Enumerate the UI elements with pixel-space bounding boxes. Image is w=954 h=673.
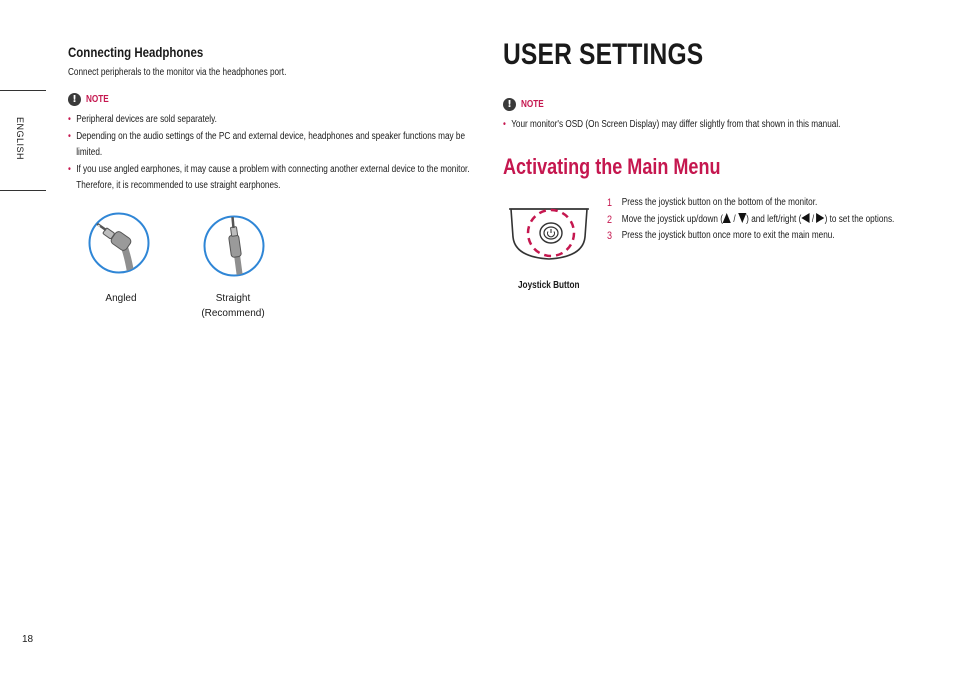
- exclamation-circle-icon: !: [68, 93, 81, 106]
- triangle-left-icon: [801, 213, 809, 223]
- angled-caption: Angled: [105, 293, 137, 304]
- steps-list: [607, 195, 901, 245]
- side-rule-bottom: [0, 190, 46, 191]
- note-item: • Peripheral devices are sold separately.: [68, 112, 470, 129]
- language-label: ENGLISH: [15, 117, 25, 161]
- step-text: Press the joystick button once more to exit the main menu.: [621, 230, 835, 241]
- exclamation-circle-icon: !: [503, 98, 516, 111]
- straight-caption-line2: (Recommend): [201, 308, 265, 319]
- note-item: • Your monitor's OSD (On Screen Display) may differ slightly from that shown in this manual.: [503, 117, 840, 134]
- joystick-illustration: [507, 203, 591, 263]
- section-title: Activating the Main Menu: [503, 154, 721, 179]
- page-number: 18: [22, 634, 34, 645]
- step-item: [607, 195, 901, 212]
- note-label: NOTE: [521, 99, 544, 110]
- page-title: USER SETTINGS: [503, 38, 704, 71]
- straight-caption-line1: Straight: [215, 293, 251, 304]
- step-text-part: ) to set the options.: [824, 213, 895, 225]
- step-text-part: Move the joystick up/down (: [621, 213, 723, 225]
- note-header-left: [68, 93, 114, 106]
- note-list-right: [503, 117, 840, 134]
- step-text: [622, 212, 901, 229]
- step-item: [607, 228, 901, 245]
- step-text-sep: /: [809, 213, 817, 225]
- straight-caption: [193, 291, 273, 321]
- straight-plug-illustration: [203, 215, 265, 277]
- step-item: [607, 212, 901, 229]
- note-list-left: [68, 112, 470, 195]
- triangle-down-icon: [738, 213, 746, 223]
- note-label: NOTE: [86, 94, 109, 105]
- connecting-headphones-heading: Connecting Headphones: [68, 44, 204, 60]
- note-item: • If you use angled earphones, it may cause a problem with connecting another external device to the monitor. Therefore, it is recommended to use straight earphones.: [68, 162, 470, 195]
- joystick-caption: Joystick Button: [518, 280, 580, 291]
- step-number: 1: [607, 197, 613, 209]
- note-item: • Depending on the audio settings of the PC and external device, headphones and speaker functions may be limited.: [68, 129, 470, 162]
- side-rule-top: [0, 90, 46, 91]
- headphones-intro: Connect peripherals to the monitor via the headphones port.: [68, 67, 287, 78]
- note-header-right: [503, 98, 549, 111]
- step-number: 3: [607, 230, 613, 242]
- step-text-sep: /: [731, 213, 738, 225]
- step-number: 2: [607, 213, 613, 226]
- step-text-part: ) and left/right (: [746, 213, 802, 225]
- angled-plug-illustration: [88, 212, 150, 274]
- step-text: Press the joystick button on the bottom of the monitor.: [621, 197, 818, 208]
